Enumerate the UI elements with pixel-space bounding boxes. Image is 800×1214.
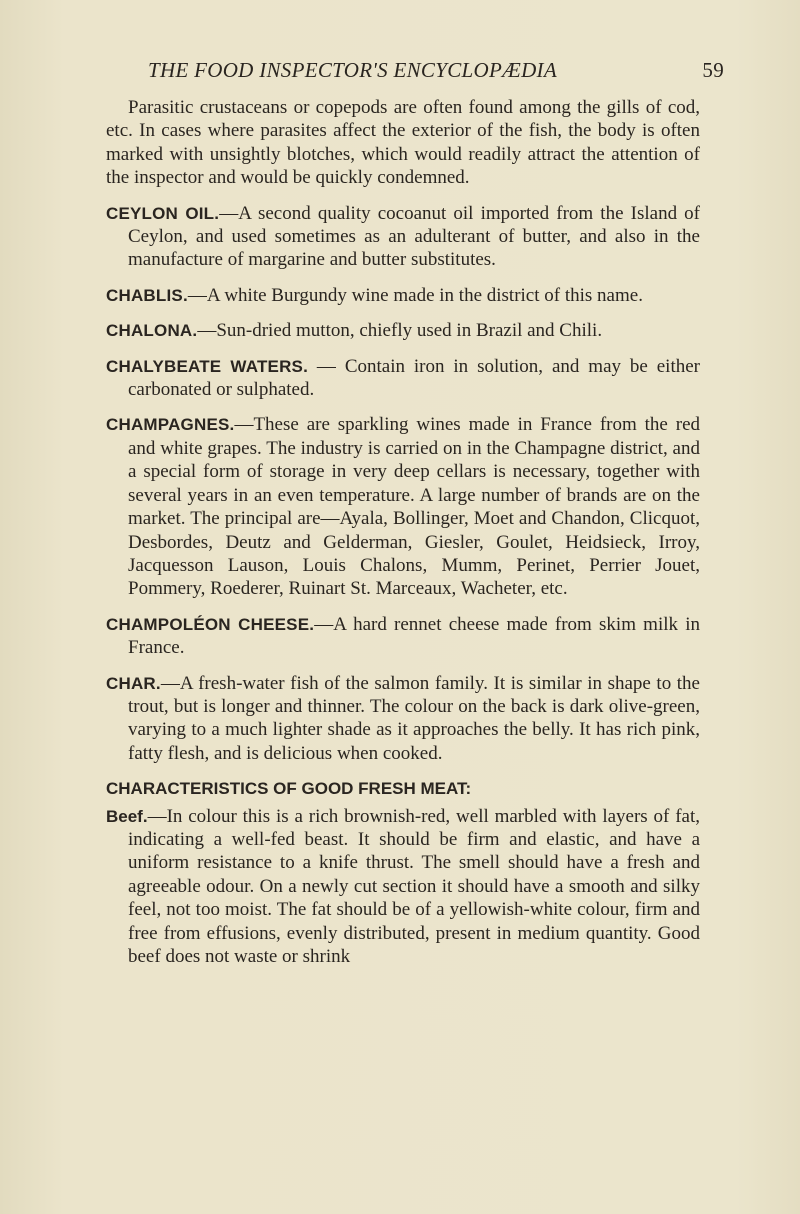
entry-text: —A second quality cocoanut oil imported from the Island of Ceylon, and used sometimes as an adulterant of butter, and also in the manufacture of margarine and butter substitutes. [128,202,700,271]
entry-text: —A hard rennet cheese made from skim milk in France. [128,613,700,659]
entry-term: CEYLON OIL. [106,203,220,223]
entry-term: CHABLIS. [106,285,188,305]
entry-ceylon-oil [106,202,700,272]
entry-champoleon-cheese [106,613,700,660]
page-number: 59 [702,58,724,82]
entry-term: CHAR. [106,673,161,693]
entry-champagnes [106,413,700,600]
entry-chalybeate-waters [106,355,700,402]
entry-term: CHAMPAGNES. [106,415,235,435]
entry-chablis [106,284,700,307]
intro-paragraph: Parasitic crustaceans or copepods are often found among the gills of cod, etc. In cases where parasites affect the exterior of the fish, the body is often marked with unsightly blotches, which would readily attract the attention of the inspector and would be quickly condemned. [106,97,700,189]
entry-chalona [106,319,700,342]
entry-term: CHALYBEATE WATERS. [106,356,309,376]
entry-term: CHALONA. [106,321,198,341]
entry-char [106,672,700,766]
entry-text: — Contain iron in solution, and may be either carbonated or sulphated. [128,355,701,401]
entry-text: —These are sparkling wines made in France from the red and white grapes. The industry is carried on in the Champagne district, and a special form of storage in very deep cellars is necessary, together with several years in an even temperature. A large number of brands are on the market. The principal are—Ayala, Bollinger, Moet and Chandon, Clicquot, Desbordes, Deutz and Gelderman, Giesler, Goulet, Heidsieck, Irroy, Jacquesson Lauson, Louis Chalons, Mumm, Perinet, Perrier Jouet, Pommery, Roederer, Ruinart St. Marceaux, Wacheter, etc. [128,414,700,600]
entry-term: CHAMPOLÉON CHEESE. [106,614,315,634]
section-heading: CHARACTERISTICS OF GOOD FRESH MEAT: [106,779,472,799]
sub-entry-text: —In colour this is a rich brownish-red, well marbled with layers of fat, indicating a well-fed beast. It should be firm and elastic, and have a uniform resistance to a knife thrust. The smell should have a fresh and agreeable odour. On a newly cut section it should have a smooth and silky feel, not too moist. The fat should be of a yellowish-white colour, firm and free from effusions, evenly distributed, present in medium quantity. Good beef does not waste or shrink [128,805,700,967]
running-header [148,58,724,83]
running-title: THE FOOD INSPECTOR'S ENCYCLOPÆDIA [148,58,557,82]
entry-text: —Sun-dried mutton, chiefly used in Brazil and Chili. [197,320,603,342]
entry-text: —A white Burgundy wine made in the district of this name. [187,284,643,306]
sub-entry-beef [106,805,700,969]
entry-text: —A fresh-water fish of the salmon family. It is similar in shape to the trout, but is longer and thinner. The colour on the back is dark olive-green, varying to a much lighter shade as it approaches the belly. It has rich pink, fatty flesh, and is delicious when cooked. [128,672,700,764]
sub-entry-term: Beef. [106,806,148,826]
page-body [106,96,700,968]
